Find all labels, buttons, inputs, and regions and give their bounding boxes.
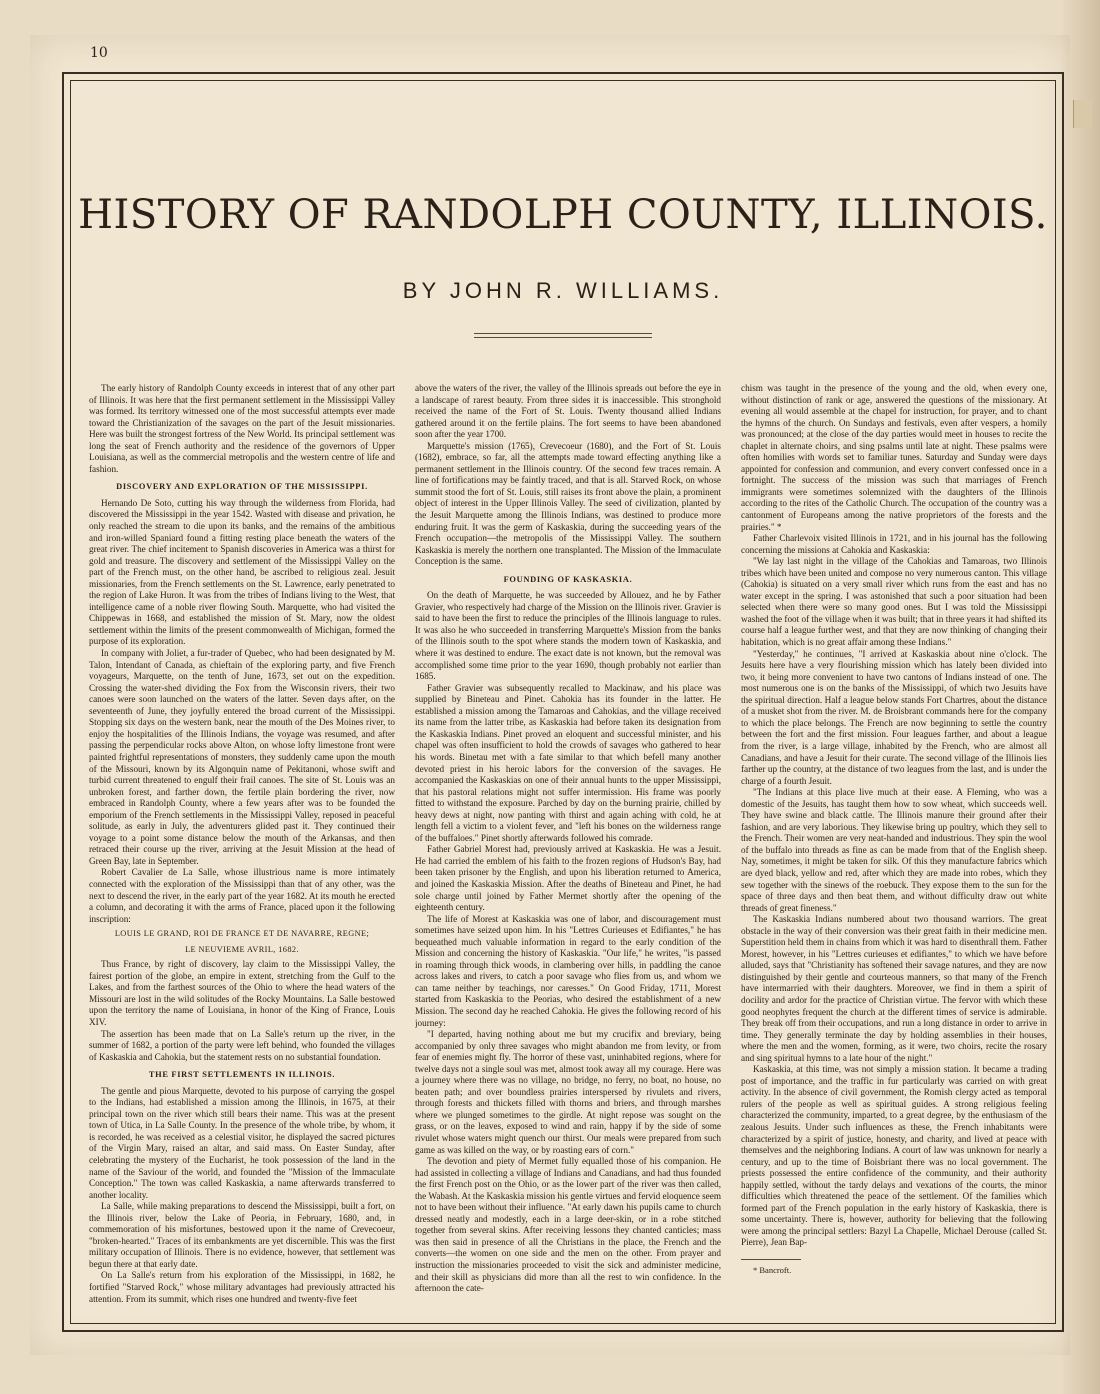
title-rule-bottom bbox=[474, 337, 652, 338]
paragraph: Kaskaskia, at this time, was not simply a mission station. It became a trading post of importance, and the traffic in fur particularly was carried on with great activity. In the absence of civil government, the Romish clergy acted as temporal rulers of the people as well as spiritual guides. A strong religious feeling characterized the community, imparted, to a great degree, by the enthusiasm of the zealous Jesuits. Under such influences as these, the French inhabitants were characterized by a spirit of justice, honesty, and charity, and lived at peace with themselves and the neighboring Indians. A court of law was unknown for nearly a century, and up to the time of Boisbriant there was no local government. The priests possessed the entire confidence of the community, and their authority happily settled, without the tardy delays and vexations of the courts, the minor difficulties which threatened the peace of the settlement. Of the families which formed part of the French population in the early history of Kaskaskia, there is some uncertainty. There is, however, authority for believing that the following were among the principal settlers: Bazyl La Chapelle, Michael Derouse (called St. Pierre), Jean Bap- bbox=[741, 1064, 1047, 1248]
page-number: 10 bbox=[90, 45, 108, 61]
paragraph: On the death of Marquette, he was succeeded by Allouez, and he by Father Gravier, who respectively had charge of the Mission on the Illinois river. Gravier is said to have been the first to reduce the principles of the Illinois language to rules. It was also he who succeeded in transferring Marquette's Mission from the banks of the Illinois south to the spot where stands the modern town of Kaskaskia, and where it was destined to endure. The exact date is not known, but the removal was accomplished some time prior to the year 1690, though probably not earlier than 1685. bbox=[415, 590, 721, 682]
paragraph: The assertion has been made that on La Salle's return up the river, in the summer of 1682, a portion of the party were left behind, who founded the villages of Kaskaskia and Cahokia, but the statement rests on no substantial foundation. bbox=[89, 1028, 395, 1062]
paragraph: Father Charlevoix visited Illinois in 1721, and in his journal has the following concerning the missions at Cahokia and Kaskaskia: bbox=[741, 533, 1047, 555]
paragraph: Thus France, by right of discovery, lay claim to the Mississippi Valley, the fairest portion of the globe, an empire in extent, stretching from the Gulf to the Lakes, and from the farthest sources of the Ohio to where the head waters of the Missouri are lost in the wild solitudes of the Rocky Mountains. La Salle bestowed upon the territory the name of Louisiana, in honor of the King of France, Louis XIV. bbox=[89, 959, 395, 1027]
binding-tab bbox=[1073, 100, 1092, 128]
section-heading: FOUNDING OF KASKASKIA. bbox=[503, 574, 633, 584]
paragraph: The early history of Randolph County exceeds in interest that of any other part of Illinois. It was here that the first permanent settlement in the Mississippi Valley was formed. Its territory witnessed one of the most successful attempts ever made toward the Christianization of the savages on the part of the Jesuit missionaries. Here was built the strongest fortress of the New World. Its principal settlement was long the seat of French authority and the residence of the governors of Upper Louisiana, as well as the commercial metropolis and the western centre of life and fashion. bbox=[89, 383, 395, 474]
paragraph: La Salle, while making preparations to descend the Mississippi, built a fort, on the Illinois river, below the Lake of Peoria, in February, 1680, and, in commemoration of his misfortunes, bestowed upon it the name of Crevecoeur, "broken-hearted." Traces of its embankments are yet discernible. This was the first military occupation of Illinois. There is no evidence, however, that settlement was begun there at that early date. bbox=[89, 1201, 395, 1269]
column-1 bbox=[89, 383, 395, 1303]
paragraph: Father Gravier was subsequently recalled to Mackinaw, and his place was supplied by Bineteau and Pinet. Cahokia has its founder in the latter. He established a mission among the Tamaroas and Cahokias, and the village received its name from the latter tribe, as Kaskaskia had before taken its designation from the Kaskaskia Indians. Pinet proved an eloquent and successful minister, and his chapel was often insufficient to hold the crowds of savages who gathered to hear his words. Binetau met with a fate similar to that which befell many another devoted priest in his heroic labors for the conversion of the savages. He accompanied the Kaskaskias on one of their annual hunts to the upper Mississippi, that his pastoral relations might not suffer intermission. His frame was poorly fitted to withstand the exposure. Parched by day on the burning prairie, chilled by heavy dews at night, now panting with thirst and again aching with cold, he at length fell a victim to a violent fever, and "left his bones on the wilderness range of the buffaloes." Pinet shortly afterwards followed his comrade. bbox=[415, 682, 721, 843]
paragraph: above the waters of the river, the valley of the Illinois spreads out before the eye in a landscape of rarest beauty. From three sides it is inaccessible. This stronghold received the name of the Fort of St. Louis. Twenty thousand allied Indians gathered around it on the fertile plains. The fort seems to have been abandoned soon after the year 1700. bbox=[415, 383, 721, 440]
paragraph: The Kaskaskia Indians numbered about two thousand warriors. The great obstacle in the way of their conversion was their great faith in their medicine men. Superstition held them in chains from which it was hard to disenthrall them. Father Morest, however, in his "Lettres curieuses et edifiantes," to which we have before alluded, says that "Christianity has softened their savage natures, and they are now distinguished by their gentle and courteous manners, so that many of the French have intermarried with their daughters. Moreover, we find in them a spirit of docility and ardor for the practice of Christian virtue. The fervor with which these good neophytes frequent the church at the different times of service is admirable. They break off from their occupations, and run a long distance in order to arrive in time. They generally terminate the day by holding assemblies in their houses, where the men and the women, forming, as it were, two choirs, recite the rosary and sing spiritual hymns to a late hour of the night." bbox=[741, 914, 1047, 1063]
text-columns bbox=[89, 383, 1047, 1303]
paragraph: On La Salle's return from his exploration of the Mississippi, in 1682, he fortified "Starved Rock," whose military advantages had previously attracted his attention. From its summit, which rises one hundred and twenty-five feet bbox=[89, 1270, 395, 1303]
inscription-line: LE NEUVIEME AVRIL, 1682. bbox=[185, 944, 299, 954]
paragraph: "The Indians at this place live much at their ease. A Fleming, who was a domestic of the Jesuits, has taught them how to sow wheat, which succeeds well. They have swine and black cattle. The Illinois manure their ground after their fashion, and are very laborious. They likewise bring up poultry, which they sell to the French. Their women are very neat-handed and industrious. They spin the wool of the buffalo into threads as fine as can be made from that of the English sheep. Nay, sometimes, it might be taken for silk. Of this they manufacture fabrics which are dyed black, yellow and red, after which they are made into robes, which they sew together with the sinews of the roebuck. They expose them to the sun for the space of three days and then beat them, and without difficulty draw out white threads of great fineness." bbox=[741, 787, 1047, 913]
column-2 bbox=[415, 383, 721, 1303]
paragraph: The devotion and piety of Mermet fully equalled those of his companion. He had assisted in collecting a village of Indians and Canadians, and had thus founded the first French post on the Ohio, or as the lower part of the river was then called, the Wabash. At the Kaskaskia mission his gentle virtues and fervid eloquence seem not to have been without their influence. "At early dawn his pupils came to church dressed neatly and modestly, each in a large deer-skin, or in a robe stitched together from several skins. After receiving lessons they chanted canticles; mass was then said in presence of all the Christians in the place, the French and the converts—the women on one side and the men on the other. From prayer and instruction the missionaries proceeded to visit the sick and administer medicine, and their skill as physicians did more than all the rest to win confidence. In the afternoon the cate- bbox=[415, 1156, 721, 1294]
paragraph: The gentle and pious Marquette, devoted to his purpose of carrying the gospel to the Indians, had established a mission among the Illinois, in 1675, at their principal town on the river which still bears their name. This was at the present town of Utica, in La Salle County. In the presence of the whole tribe, by whom, it is recorded, he was received as a celestial visitor, he displayed the sacred pictures of the Virgin Mary, raised an altar, and said mass. On Easter Sunday, after celebrating the mystery of the Eucharist, he took possession of the land in the name of the Saviour of the world, and founded the "Mission of the Immaculate Conception." The town was called Kaskaskia, a name afterwards transferred to another locality. bbox=[89, 1085, 395, 1200]
paragraph: chism was taught in the presence of the young and the old, when every one, without distinction of rank or age, answered the questions of the missionary. At evening all would assemble at the chapel for instruction, for prayer, and to chant the hymns of the church. On Sundays and festivals, even after vespers, a homily was pronounced; at the close of the day parties would meet in houses to recite the chaplet in alternate choirs, and sing psalms until late at night. These psalms were often homilies with words set to familiar tunes. Saturday and Sunday were days appointed for confession and communion, and every convert confessed once in a fortnight. The success of the mission was such that marriages of French immigrants were sometimes solemnized with the daughters of the Illinois according to the rites of the Catholic Church. The occupation of the country was a cantonment of Europeans among the native proprietors of the forests and the prairies." * bbox=[741, 383, 1047, 532]
footnote: * Bancroft. bbox=[753, 1265, 792, 1276]
paragraph: Robert Cavalier de La Salle, whose illustrious name is more intimately connected with the exploration of the Mississippi than that of any other, was the next to descend the river, in the early part of the year 1682. At its mouth he erected a column, and decorating it with the arms of France, placed upon it the following inscription: bbox=[89, 867, 395, 924]
paragraph: Hernando De Soto, cutting his way through the wilderness from Florida, had discovered the Mississippi in the year 1542. Wasted with disease and privation, he only reached the stream to die upon its banks, and the remains of the ambitious and iron-willed Spaniard found a fitting resting place beneath the waters of the great river. The chief incitement to Spanish discoveries in America was a thirst for gold and treasure. The discovery and settlement of the Mississippi Valley on the part of the French must, on the other hand, be ascribed to religious zeal. Jesuit missionaries, from the French settlements on the St. Lawrence, early penetrated to the region of Lake Huron. It was from the tribes of Indians living to the West, that intelligence came of a noble river flowing South. Marquette, who had visited the Chippewas in 1668, and established the mission of St. Mary, now the oldest settlement within the limits of the present commonwealth of Michigan, formed the purpose of its exploration. bbox=[89, 497, 395, 647]
paragraph: "We lay last night in the village of the Cahokias and Tamaroas, two Illinois tribes which have been united and compose no very numerous canton. This village (Cahokia) is situated on a very small river which runs from the east and has no water except in the spring. I was astonished that such a poor situation had been selected when there were so many good ones. But I was told the Mississippi washed the foot of the village when it was built; that in three years it had shifted its course half a league further west, and that they are now thinking of changing their habitation, which is no great affair among these Indians." bbox=[741, 556, 1047, 648]
inscription-line: LOUIS LE GRAND, ROI DE FRANCE ET DE NAVARRE, REGNE; bbox=[114, 929, 370, 939]
section-heading: DISCOVERY AND EXPLORATION OF THE MISSISSIPPI. bbox=[116, 482, 368, 492]
column-3 bbox=[741, 383, 1047, 1303]
page-edge-shading bbox=[1060, 0, 1100, 1394]
paragraph: Father Gabriel Morest had, previously arrived at Kaskaskia. He was a Jesuit. He had carried the emblem of his faith to the frozen regions of Hudson's Bay, had been taken prisoner by the English, and upon his liberation returned to America, and joined the Kaskaskia Mission. After the deaths of Bineteau and Pinet, he had sole charge until joined by Father Mermet shortly after the opening of the eighteenth century. bbox=[415, 844, 721, 913]
author-byline: BY JOHN R. WILLIAMS. bbox=[402, 278, 724, 303]
section-heading: THE FIRST SETTLEMENTS IN ILLINOIS. bbox=[148, 1070, 336, 1080]
paragraph: The life of Morest at Kaskaskia was one of labor, and discouragement must sometimes have seized upon him. In his "Lettres Curieuses et Edifiantes," he has bequeathed much valuable information in regard to the early condition of the Mission and concerning the history of Kaskaskia. "Our life," he writes, "is passed in roaming through thick woods, in clambering over hills, in paddling the canoe across lakes and rivers, to catch a poor savage who flies from us, and whom we can tame neither by teachings, nor caresses." On Good Friday, 1711, Morest started from Kaskaskia to the Peorias, who desired the establishment of a new Mission. The second day he reached Cahokia. He gives the following record of his journey: bbox=[415, 913, 721, 1028]
footnote-rule bbox=[741, 1259, 801, 1260]
title-rule-top bbox=[474, 333, 652, 334]
paragraph: "I departed, having nothing about me but my crucifix and breviary, being accompanied by only three savages who might abandon me from levity, or from fear of enemies might fly. The horror of these vast, uninhabited regions, where for twelve days not a single soul was met, almost took away all my courage. Here was a journey where there was no village, no bridge, no ferry, no boat, no house, no beaten path; and over boundless prairies interspersed by rivulets and rivers, through forests and thickets filled with thorns and briers, and through marshes where we plunged sometimes to the girdle. At night repose was sought on the grass, or on the leaves, exposed to wind and rain, happy if by the side of some rivulet whose waters might quench our thirst. Our meals were prepared from such game as was killed on the way, or by roasting ears of corn." bbox=[415, 1029, 721, 1155]
page-title: HISTORY OF RANDOLPH COUNTY, ILLINOIS. bbox=[78, 192, 1048, 238]
paragraph: "Yesterday," he continues, "I arrived at Kaskaskia about nine o'clock. The Jesuits here have a very flourishing mission which has lately been divided into two, it being more convenient to have two cantons of Indians instead of one. The most numerous one is on the banks of the Mississippi, of which two Jesuits have the spiritual direction. Half a league below stands Fort Chartres, about the distance of a musket shot from the river. M. de Broisbrant commands here for the company to which the place belongs. The French are now beginning to settle the country between the fort and the first mission. Four leagues farther, and about a league from the river, is a large village, inhabited by the French, who are almost all Canadians, and have a Jesuit for their curate. The second village of the Illinois lies farther up the country, at the distance of two leagues from the last, and is under the charge of a fourth Jesuit. bbox=[741, 648, 1047, 786]
paragraph: In company with Joliet, a fur-trader of Quebec, who had been designated by M. Talon, Intendant of Canada, as chieftain of the exploring party, and five French voyageurs, Marquette, on the tenth of June, 1673, set out on the expedition. Crossing the water-shed dividing the Fox from the Wisconsin rivers, their two canoes were soon launched on the waters of the latter. Seven days after, on the seventeenth of June, they joyfully entered the broad current of the Mississippi. Stopping six days on the western bank, near the mouth of the Des Moines river, to enjoy the hospitalities of the Illinois Indians, the voyage was resumed, and after passing the perpendicular rocks above Alton, on whose lofty limestone front were painted frightful representations of monsters, they suddenly came upon the mouth of the Missouri, known by its Algonquin name of Pekitanoni, whose swift and turbid current threatened to engulf their frail canoes. The site of St. Louis was an unbroken forest, and farther down, the fertile plain bordering the river, now embraced in Randolph County, where a few years after was to be founded the emporium of the French settlements in the Mississippi Valley, reposed in peaceful solitude, as early in July, the adventurers glided past it. They continued their voyage to a point some distance below the mouth of the Arkansas, and then retraced their course up the river, arriving at the Jesuit Mission at the head of Green Bay, late in September. bbox=[89, 648, 395, 866]
paragraph: Marquette's mission (1765), Crevecoeur (1680), and the Fort of St. Louis (1682), embrace, so far, all the attempts made toward effecting anything like a permanent settlement in the Illinois country. Of the second few traces remain. A line of fortifications may be faintly traced, and that is all. Starved Rock, on whose summit stood the fort of St. Louis, still raises its front above the plain, a prominent object of interest in the Upper Illinois Valley. The seed of civilization, planted by the Jesuit Marquette among the Illinois Indians, was destined to produce more enduring fruit. It was the germ of Kaskaskia, during the succeeding years of the French occupation—the metropolis of the Mississippi Valley. The southern Kaskaskia is merely the northern one transplanted. The Mission of the Immaculate Conception is the same. bbox=[415, 440, 721, 567]
